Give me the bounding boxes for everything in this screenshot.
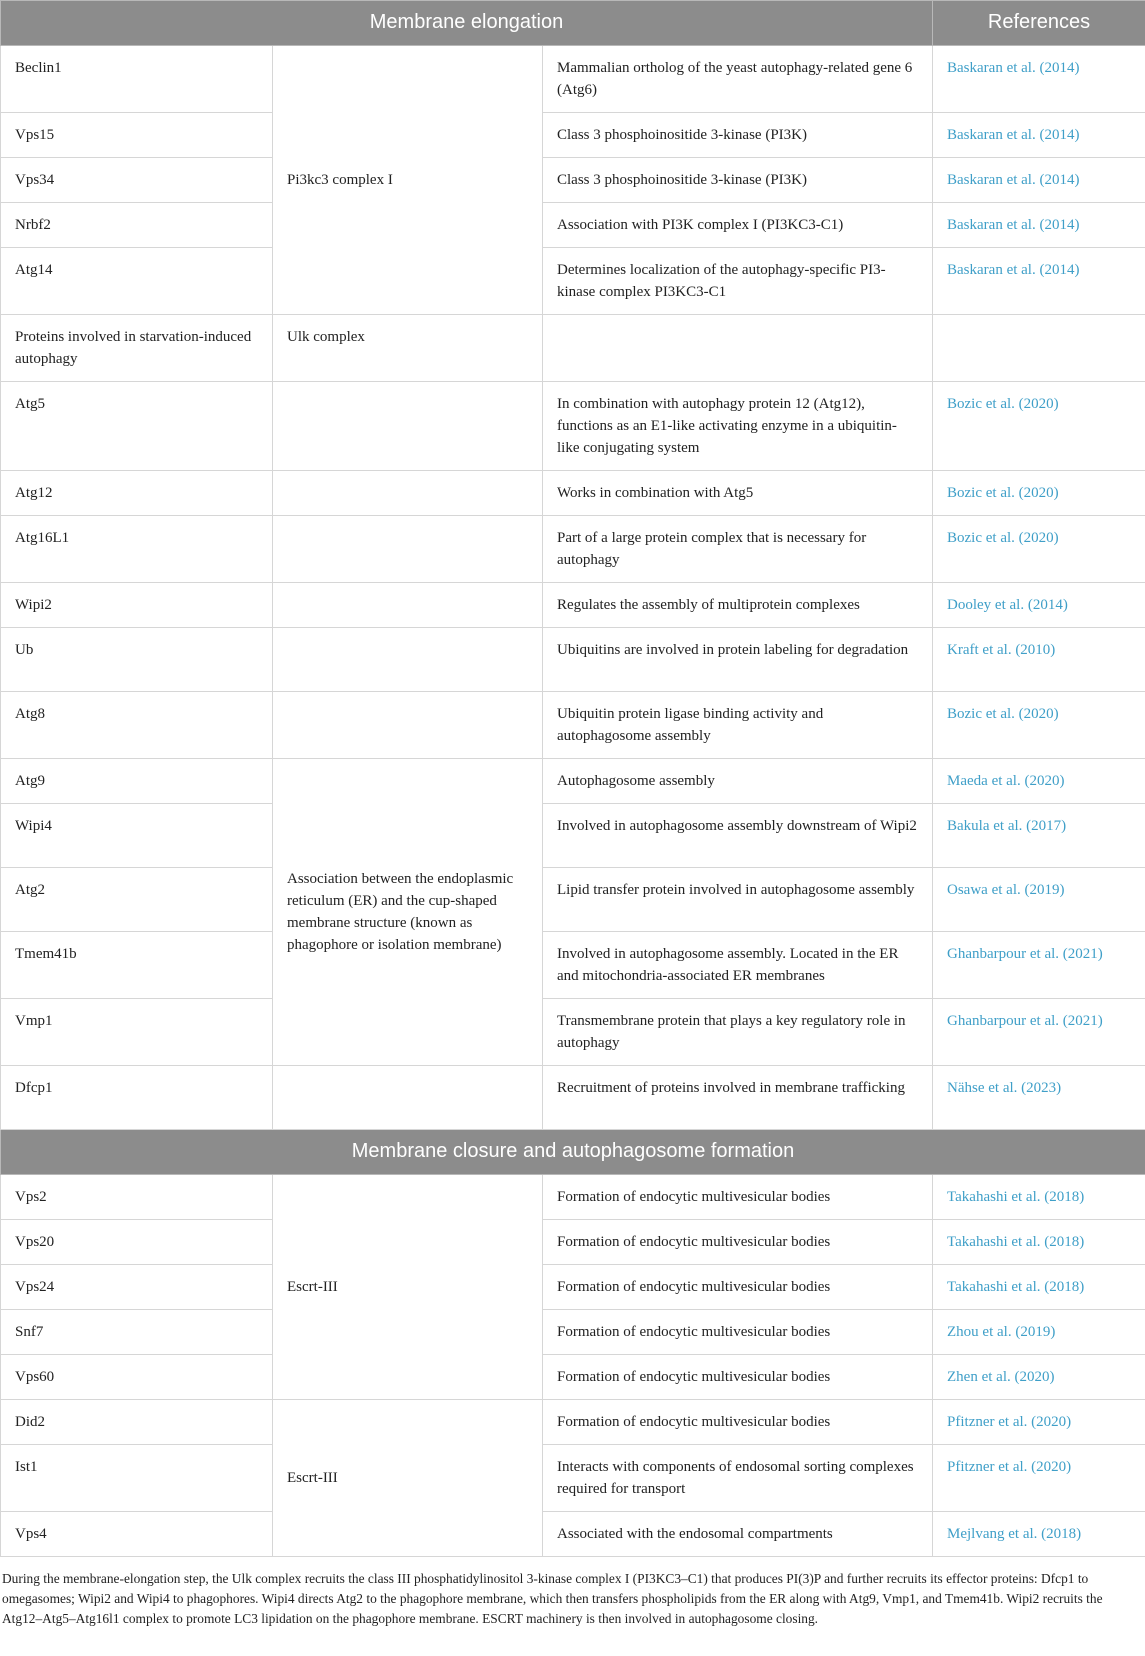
protein-cell: Wipi2 <box>1 583 273 628</box>
protein-cell: Ub <box>1 628 273 692</box>
table-row <box>1 471 1145 516</box>
reference-link[interactable]: Baskaran et al. (2014) <box>933 46 1145 113</box>
reference-link[interactable]: Ghanbarpour et al. (2021) <box>933 932 1145 999</box>
reference-link[interactable]: Zhen et al. (2020) <box>933 1355 1145 1400</box>
table-row <box>1 1445 1145 1512</box>
table-row <box>1 1265 1145 1310</box>
references-header: References <box>933 1 1145 46</box>
protein-cell: Vps2 <box>1 1175 273 1220</box>
table-row <box>1 999 1145 1066</box>
protein-cell: Atg8 <box>1 692 273 759</box>
reference-link[interactable]: Kraft et al. (2010) <box>933 628 1145 692</box>
reference-link[interactable]: Ghanbarpour et al. (2021) <box>933 999 1145 1066</box>
complex-cell: Pi3kc3 complex I <box>273 46 543 315</box>
reference-link[interactable]: Osawa et al. (2019) <box>933 868 1145 932</box>
protein-cell: Snf7 <box>1 1310 273 1355</box>
description-cell: Association with PI3K complex I (PI3KC3-C1) <box>543 203 933 248</box>
table-row <box>1 868 1145 932</box>
complex-cell: Escrt-III <box>273 1175 543 1400</box>
protein-cell: Atg9 <box>1 759 273 804</box>
description-cell: Involved in autophagosome assembly. Located in the ER and mitochondria-associated ER membranes <box>543 932 933 999</box>
description-cell: Class 3 phosphoinositide 3-kinase (PI3K) <box>543 113 933 158</box>
description-cell: Formation of endocytic multivesicular bodies <box>543 1265 933 1310</box>
table-row <box>1 113 1145 158</box>
table-row <box>1 583 1145 628</box>
table-row <box>1 759 1145 804</box>
reference-link[interactable]: Pfitzner et al. (2020) <box>933 1400 1145 1445</box>
protein-cell: Vps20 <box>1 1220 273 1265</box>
table-row <box>1 1512 1145 1557</box>
protein-cell: Did2 <box>1 1400 273 1445</box>
description-cell: Mammalian ortholog of the yeast autophagy-related gene 6 (Atg6) <box>543 46 933 113</box>
description-cell: Class 3 phosphoinositide 3-kinase (PI3K) <box>543 158 933 203</box>
protein-cell: Proteins involved in starvation-induced autophagy <box>1 315 273 382</box>
protein-cell: Atg16L1 <box>1 516 273 583</box>
reference-link[interactable]: Takahashi et al. (2018) <box>933 1175 1145 1220</box>
reference-link[interactable]: Pfitzner et al. (2020) <box>933 1445 1145 1512</box>
description-cell: Ubiquitin protein ligase binding activity and autophagosome assembly <box>543 692 933 759</box>
description-cell: Lipid transfer protein involved in autophagosome assembly <box>543 868 933 932</box>
protein-cell: Beclin1 <box>1 46 273 113</box>
reference-link[interactable]: Maeda et al. (2020) <box>933 759 1145 804</box>
table-row <box>1 248 1145 315</box>
reference-link[interactable]: Dooley et al. (2014) <box>933 583 1145 628</box>
description-cell <box>543 315 933 382</box>
description-cell: Regulates the assembly of multiprotein complexes <box>543 583 933 628</box>
section-title: Membrane closure and autophagosome formation <box>1 1130 1145 1175</box>
table-row <box>1 158 1145 203</box>
reference-link[interactable]: Mejlvang et al. (2018) <box>933 1512 1145 1557</box>
table-row <box>1 1175 1145 1220</box>
description-cell: Part of a large protein complex that is necessary for autophagy <box>543 516 933 583</box>
protein-cell: Vps34 <box>1 158 273 203</box>
protein-cell: Tmem41b <box>1 932 273 999</box>
complex-cell: Escrt-III <box>273 1400 543 1557</box>
description-cell: Transmembrane protein that plays a key regulatory role in autophagy <box>543 999 933 1066</box>
complex-cell <box>273 516 543 583</box>
complex-cell <box>273 382 543 471</box>
table-footnote: During the membrane-elongation step, the Ulk complex recruits the class III phosphatidylinositol 3-kinase complex I (PI3KC3–C1) that produces PI(3)P and further recruits its effector proteins: Dfcp1 to omegasomes; Wipi2 and Wipi4 to phagophores. Wipi4 directs Atg2 to the phagophore membrane, which then transfers phospholipids from the ER along with Atg9, Vmp1, and Tmem41b. Wipi2 recruits the Atg12–Atg5–Atg16l1 complex to promote LC3 lipidation on the phagophore membrane. ESCRT machinery is then involved in autophagosome closing. <box>2 1571 1103 1626</box>
reference-link[interactable]: Nähse et al. (2023) <box>933 1066 1145 1130</box>
reference-link[interactable]: Bozic et al. (2020) <box>933 516 1145 583</box>
description-cell: Formation of endocytic multivesicular bodies <box>543 1220 933 1265</box>
description-cell: Recruitment of proteins involved in membrane trafficking <box>543 1066 933 1130</box>
protein-cell: Atg2 <box>1 868 273 932</box>
description-cell: Determines localization of the autophagy-specific PI3-kinase complex PI3KC3-C1 <box>543 248 933 315</box>
table-row <box>1 804 1145 868</box>
protein-cell: Atg12 <box>1 471 273 516</box>
protein-cell: Vps15 <box>1 113 273 158</box>
description-cell: Ubiquitins are involved in protein labeling for degradation <box>543 628 933 692</box>
reference-link[interactable]: Bozic et al. (2020) <box>933 382 1145 471</box>
reference-link[interactable]: Zhou et al. (2019) <box>933 1310 1145 1355</box>
protein-cell: Vps60 <box>1 1355 273 1400</box>
table-row <box>1 516 1145 583</box>
reference-link[interactable]: Bozic et al. (2020) <box>933 692 1145 759</box>
complex-cell <box>273 1066 543 1130</box>
description-cell: Interacts with components of endosomal sorting complexes required for transport <box>543 1445 933 1512</box>
table-row <box>1 315 1145 382</box>
table-row <box>1 46 1145 113</box>
table-row <box>1 1355 1145 1400</box>
table-row <box>1 1220 1145 1265</box>
table-row <box>1 1066 1145 1130</box>
description-cell: Formation of endocytic multivesicular bodies <box>543 1400 933 1445</box>
protein-cell: Vps4 <box>1 1512 273 1557</box>
table-row <box>1 382 1145 471</box>
description-cell: Formation of endocytic multivesicular bodies <box>543 1175 933 1220</box>
table-row <box>1 1400 1145 1445</box>
description-cell: Works in combination with Atg5 <box>543 471 933 516</box>
protein-cell: Atg5 <box>1 382 273 471</box>
description-cell: Formation of endocytic multivesicular bodies <box>543 1355 933 1400</box>
reference-link[interactable]: Baskaran et al. (2014) <box>933 113 1145 158</box>
description-cell: In combination with autophagy protein 12 (Atg12), functions as an E1-like activating enzyme in a ubiquitin-like conjugating system <box>543 382 933 471</box>
reference-link[interactable]: Baskaran et al. (2014) <box>933 248 1145 315</box>
complex-cell <box>273 628 543 692</box>
protein-cell: Vmp1 <box>1 999 273 1066</box>
protein-cell: Vps24 <box>1 1265 273 1310</box>
section-header-row <box>1 1130 1145 1175</box>
table-row <box>1 628 1145 692</box>
complex-cell: Ulk complex <box>273 315 543 382</box>
section-title: Membrane elongation <box>1 1 933 46</box>
protein-cell: Wipi4 <box>1 804 273 868</box>
table-row <box>1 932 1145 999</box>
complex-cell: Association between the endoplasmic reticulum (ER) and the cup-shaped membrane structure (known as phagophore or isolation membrane) <box>273 759 543 1066</box>
complex-cell <box>273 583 543 628</box>
reference-link[interactable]: Bakula et al. (2017) <box>933 804 1145 868</box>
table-row <box>1 692 1145 759</box>
reference-link[interactable] <box>933 315 1145 382</box>
reference-link[interactable]: Baskaran et al. (2014) <box>933 203 1145 248</box>
complex-cell <box>273 692 543 759</box>
table-row <box>1 1310 1145 1355</box>
protein-cell: Atg14 <box>1 248 273 315</box>
description-cell: Formation of endocytic multivesicular bodies <box>543 1310 933 1355</box>
reference-link[interactable]: Bozic et al. (2020) <box>933 471 1145 516</box>
protein-cell: Nrbf2 <box>1 203 273 248</box>
complex-cell <box>273 471 543 516</box>
description-cell: Autophagosome assembly <box>543 759 933 804</box>
protein-cell: Dfcp1 <box>1 1066 273 1130</box>
description-cell: Associated with the endosomal compartments <box>543 1512 933 1557</box>
table-row <box>1 203 1145 248</box>
protein-cell: Ist1 <box>1 1445 273 1512</box>
reference-link[interactable]: Takahashi et al. (2018) <box>933 1220 1145 1265</box>
section-header-row <box>1 1 1145 46</box>
reference-link[interactable]: Baskaran et al. (2014) <box>933 158 1145 203</box>
description-cell: Involved in autophagosome assembly downstream of Wipi2 <box>543 804 933 868</box>
reference-link[interactable]: Takahashi et al. (2018) <box>933 1265 1145 1310</box>
